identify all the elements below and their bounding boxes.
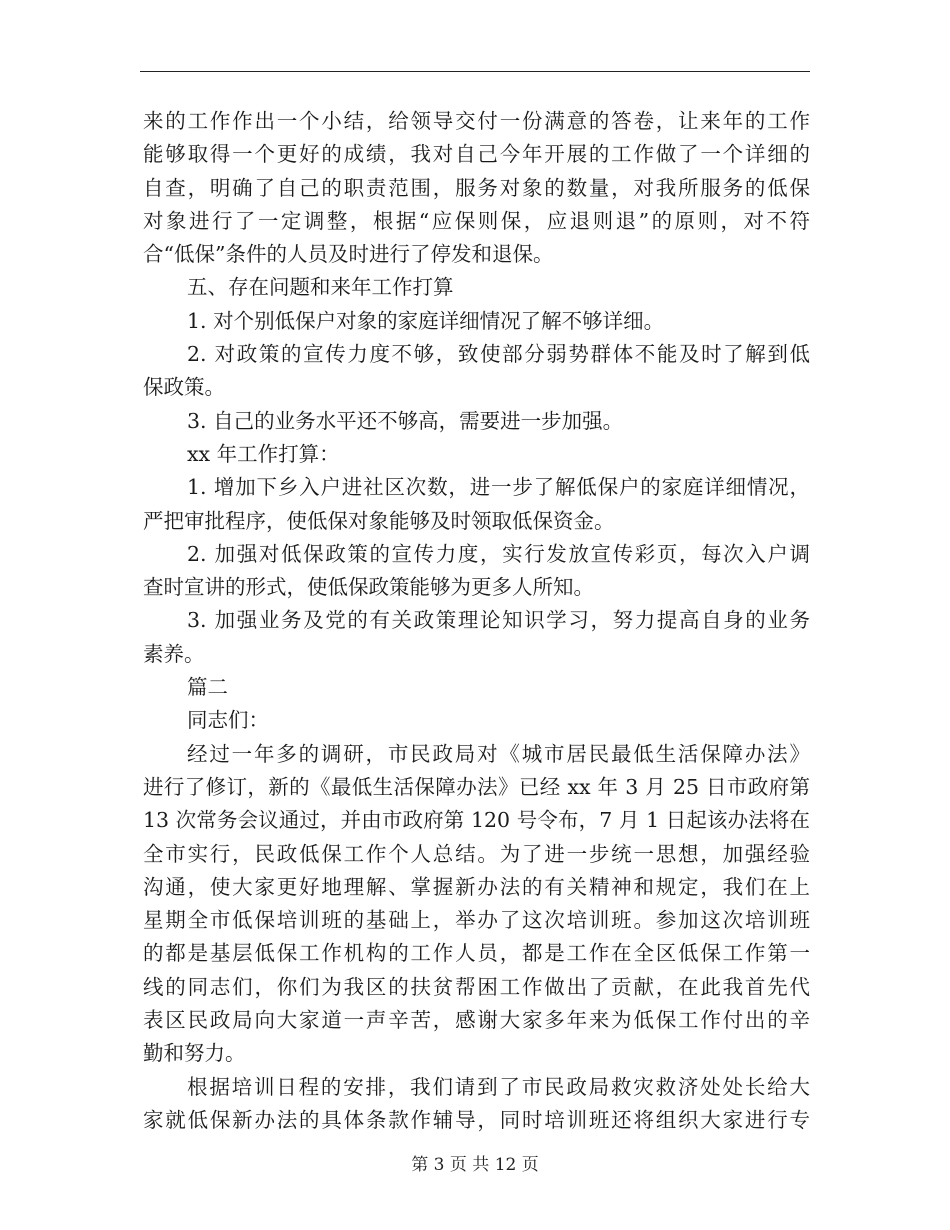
text-line: 五、存在问题和来年工作打算 bbox=[187, 275, 454, 300]
text-line: 严把审批程序，使低保对象能够及时领取低保资金。 bbox=[143, 508, 615, 533]
text-line: 沟通，使大家更好地理解、掌握新办法的有关精神和规定，我们在上 bbox=[143, 874, 810, 899]
text-line: 能够取得一个更好的成绩，我对自己今年开展的工作做了一个详细的 bbox=[143, 142, 810, 167]
text-line: 表区民政局向大家道一声辛苦，感谢大家多年来为低保工作付出的辛 bbox=[143, 1008, 810, 1033]
document-body bbox=[143, 105, 810, 1137]
text-line: 进行了修订，新的《最低生活保障办法》已经 xx 年 3 月 25 日市政府第 bbox=[143, 774, 810, 799]
text-line: 家就低保新办法的具体条款作辅导，同时培训班还将组织大家进行专 bbox=[143, 1107, 810, 1132]
text-line: 1. 增加下乡入户进社区次数，进一步了解低保户的家庭详细情况， bbox=[187, 475, 810, 500]
text-line: 对象进行了一定调整，根据“应保则保，应退则退”的原则，对不符 bbox=[143, 208, 810, 233]
text-line: 保政策。 bbox=[143, 375, 225, 400]
text-line: 合“低保”条件的人员及时进行了停发和退保。 bbox=[143, 242, 554, 267]
text-line: 2. 加强对低保政策的宣传力度，实行发放宣传彩页，每次入户调 bbox=[187, 541, 810, 566]
text-line: 全市实行，民政低保工作个人总结。为了进一步统一思想，加强经验 bbox=[143, 841, 810, 866]
text-line: 3. 加强业务及党的有关政策理论知识学习，努力提高自身的业务 bbox=[187, 608, 810, 633]
header-rule bbox=[140, 71, 810, 72]
text-line: xx 年工作打算： bbox=[187, 441, 340, 466]
text-line: 根据培训日程的安排，我们请到了市民政局救灾救济处处长给大 bbox=[187, 1074, 810, 1099]
text-line: 3. 自己的业务水平还不够高，需要进一步加强。 bbox=[187, 408, 624, 433]
text-line: 同志们： bbox=[187, 708, 269, 733]
text-line: 13 次常务会议通过，并由市政府第 120 号令布，7 月 1 日起该办法将在 bbox=[143, 808, 810, 833]
text-line: 来的工作作出一个小结，给领导交付一份满意的答卷，让来年的工作 bbox=[143, 109, 810, 133]
text-line: 经过一年多的调研，市民政局对《城市居民最低生活保障办法》 bbox=[187, 741, 810, 766]
text-line: 查时宣讲的形式，使低保政策能够为更多人所知。 bbox=[143, 575, 594, 600]
text-line: 自查，明确了自己的职责范围，服务对象的数量，对我所服务的低保 bbox=[143, 175, 810, 200]
text-line: 素养。 bbox=[143, 641, 205, 666]
text-line: 的都是基层低保工作机构的工作人员，都是工作在全区低保工作第一 bbox=[143, 941, 810, 966]
text-line: 勤和努力。 bbox=[143, 1041, 246, 1066]
text-line: 篇二 bbox=[187, 675, 228, 700]
page-footer: 第 3 页 共 12 页 bbox=[411, 1155, 539, 1175]
text-line: 1. 对个别低保户对象的家庭详细情况了解不够详细。 bbox=[187, 308, 665, 333]
text-line: 2. 对政策的宣传力度不够，致使部分弱势群体不能及时了解到低 bbox=[187, 342, 810, 367]
text-line: 线的同志们，你们为我区的扶贫帮困工作做出了贡献，在此我首先代 bbox=[143, 974, 810, 999]
text-line: 星期全市低保培训班的基础上，举办了这次培训班。参加这次培训班 bbox=[143, 908, 810, 933]
